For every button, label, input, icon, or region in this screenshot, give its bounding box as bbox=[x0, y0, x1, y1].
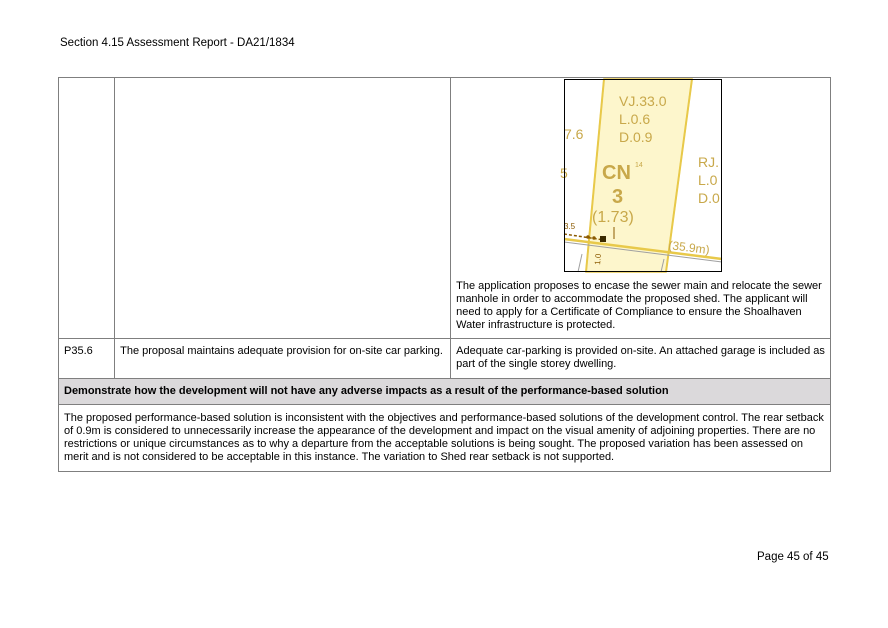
map-label: L.0 bbox=[698, 172, 718, 188]
page-number: Page 45 of 45 bbox=[757, 551, 829, 563]
criteria-code: P35.6 bbox=[59, 339, 115, 379]
table-row bbox=[59, 78, 831, 339]
map-label: L.0.6 bbox=[619, 111, 651, 127]
assessment-table bbox=[58, 77, 831, 472]
table-cell bbox=[115, 78, 451, 339]
map-label: 14 bbox=[635, 162, 643, 169]
map-label: VJ.33.0 bbox=[619, 93, 667, 109]
page-header: Section 4.15 Assessment Report - DA21/1834 bbox=[60, 37, 295, 49]
table-row bbox=[59, 405, 831, 472]
map-label: 7.6 bbox=[564, 126, 584, 142]
svg-text:5: 5 bbox=[560, 165, 568, 181]
map-label: D.0 bbox=[698, 190, 720, 206]
table-row bbox=[59, 379, 831, 405]
map-label: CN bbox=[602, 162, 632, 184]
conclusion-text: The proposed performance-based solution is inconsistent with the objectives and performance-based solutions of the development control. The rear setback of 0.9m is considered to unnecessarily increase the appearance of the development and impact on the visual amenity of adjoining properties. There are no restrictions or unique circumstances as to why a departure from the acceptable solutions is being sought. The proposed variation has been assessed on merit and is not considered to be acceptable in this instance. The variation to Shed rear setback is not supported. bbox=[59, 405, 831, 472]
table-row bbox=[59, 339, 831, 379]
map-label: (35.9m) bbox=[667, 238, 711, 258]
table-cell bbox=[59, 78, 115, 339]
map-label: 3 bbox=[612, 186, 624, 208]
sewer-comment: The application proposes to encase the sewer main and relocate the sewer manhole in order to accommodate the proposed shed. The applicant will need to apply for a Certificate of Compliance to ensure the Shoalhaven Water infrastructure is protected. bbox=[456, 280, 822, 331]
criteria-comment: Adequate car-parking is provided on-site. An attached garage is included as part of the single storey dwelling. bbox=[451, 339, 831, 379]
site-map-image bbox=[560, 79, 722, 272]
map-label: RJ. bbox=[698, 154, 720, 170]
section-heading: Demonstrate how the development will not have any adverse impacts as a result of the performance-based solution bbox=[59, 379, 831, 405]
map-label: (1.73) bbox=[592, 209, 634, 226]
criteria-text: The proposal maintains adequate provision for on-site car parking. bbox=[115, 339, 451, 379]
map-label: 3.5 bbox=[564, 222, 576, 231]
site-map bbox=[456, 78, 826, 275]
table-cell bbox=[451, 78, 831, 339]
map-label: D.0.9 bbox=[619, 129, 653, 145]
map-label: 1.0 bbox=[593, 253, 604, 266]
